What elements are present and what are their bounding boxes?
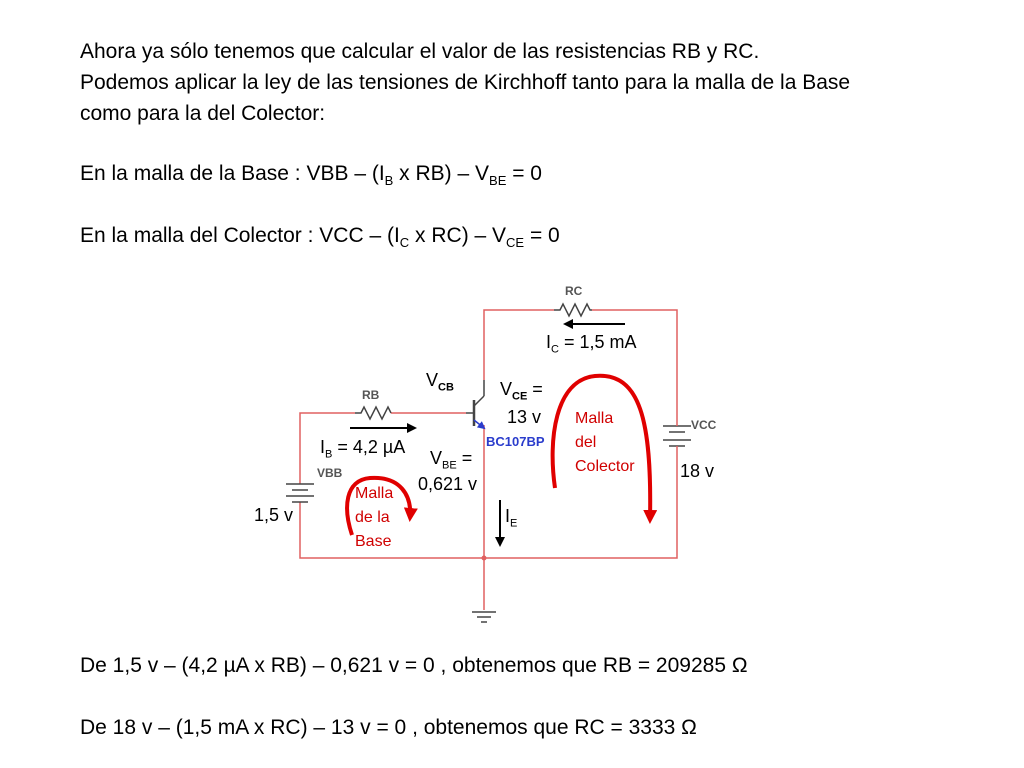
ib-sub: B: [325, 448, 333, 461]
malla-base-label: [355, 482, 393, 554]
eq-base-sub-vbe: BE: [489, 173, 507, 189]
ground-symbol: [472, 612, 496, 622]
intro-line-3: como para la del Colector:: [80, 102, 326, 125]
transistor-label: BC107BP: [486, 434, 545, 449]
ic-label: [546, 331, 637, 361]
vce-rest: =: [527, 379, 543, 399]
malla-colector-line-3: Colector: [575, 458, 635, 475]
vbe-main: V: [430, 448, 443, 468]
ic-rest: = 1,5 mA: [558, 332, 637, 352]
vbe-sub: BE: [442, 459, 457, 472]
vbb-label: VBB: [317, 466, 343, 480]
ie-label: [505, 505, 517, 535]
vce-value: 13 v: [507, 407, 542, 427]
eq-col-prefix: En la malla del Colector : VCC – (I: [80, 224, 400, 247]
vce-label: [500, 378, 543, 408]
malla-base-line-3: Base: [355, 533, 392, 550]
rc-resistor: [554, 304, 592, 316]
ib-rest: = 4,2 µA: [332, 437, 406, 457]
intro-line-1: Ahora ya sólo tenemos que calcular el valor de las resistencias RB y RC.: [80, 40, 760, 63]
transistor-symbol: [466, 380, 484, 428]
vcc-label: VCC: [691, 418, 717, 432]
eq-base-suffix: = 0: [506, 162, 542, 185]
vbb-battery: [286, 484, 314, 502]
ie-sub: E: [510, 517, 518, 530]
malla-base-line-1: Malla: [355, 485, 394, 502]
eq-col-sub-ic: C: [399, 235, 410, 251]
ie-main: I: [505, 506, 511, 526]
vce-sub: CE: [512, 390, 528, 403]
rb-label: RB: [362, 388, 380, 402]
malla-base-line-2: de la: [355, 509, 390, 526]
rc-label: RC: [565, 284, 583, 298]
eq-base-sub-ib: B: [384, 173, 394, 189]
eq-col-mid: x RC) – V: [409, 224, 507, 247]
eq-col-suffix: = 0: [524, 224, 560, 247]
vcb-label: [426, 369, 454, 399]
vcb-main: V: [426, 370, 439, 390]
eq-base-prefix: En la malla de la Base : VBB – (I: [80, 162, 385, 185]
ic-main: I: [546, 332, 552, 352]
vcc-battery: [663, 424, 691, 452]
ib-label: [320, 436, 405, 466]
vce-main: V: [500, 379, 513, 399]
rb-resistor: [355, 407, 391, 419]
vcc-value: 18 v: [680, 461, 715, 481]
vcb-sub: CB: [438, 381, 454, 394]
intro-line-2: Podemos aplicar la ley de las tensiones de Kirchhoff tanto para la malla de la Base: [80, 71, 851, 94]
eq-col-sub-vce: CE: [506, 235, 525, 251]
junction-node: [482, 556, 487, 561]
vbb-value: 1,5 v: [254, 505, 294, 525]
malla-colector-line-2: del: [575, 434, 597, 451]
malla-colector-line-1: Malla: [575, 410, 614, 427]
result-rc: De 18 v – (1,5 mA x RC) – 13 v = 0 , obtenemos que RC = 3333 Ω: [80, 716, 697, 739]
ib-main: I: [320, 437, 326, 457]
vbe-value: 0,621 v: [418, 474, 478, 494]
eq-base-mid: x RB) – V: [393, 162, 490, 185]
malla-colector-label: [575, 407, 635, 479]
result-rb: De 1,5 v – (4,2 µA x RB) – 0,621 v = 0 , obtenemos que RB = 209285 Ω: [80, 654, 748, 677]
ic-sub: C: [551, 343, 559, 356]
vbe-rest: =: [456, 448, 473, 468]
